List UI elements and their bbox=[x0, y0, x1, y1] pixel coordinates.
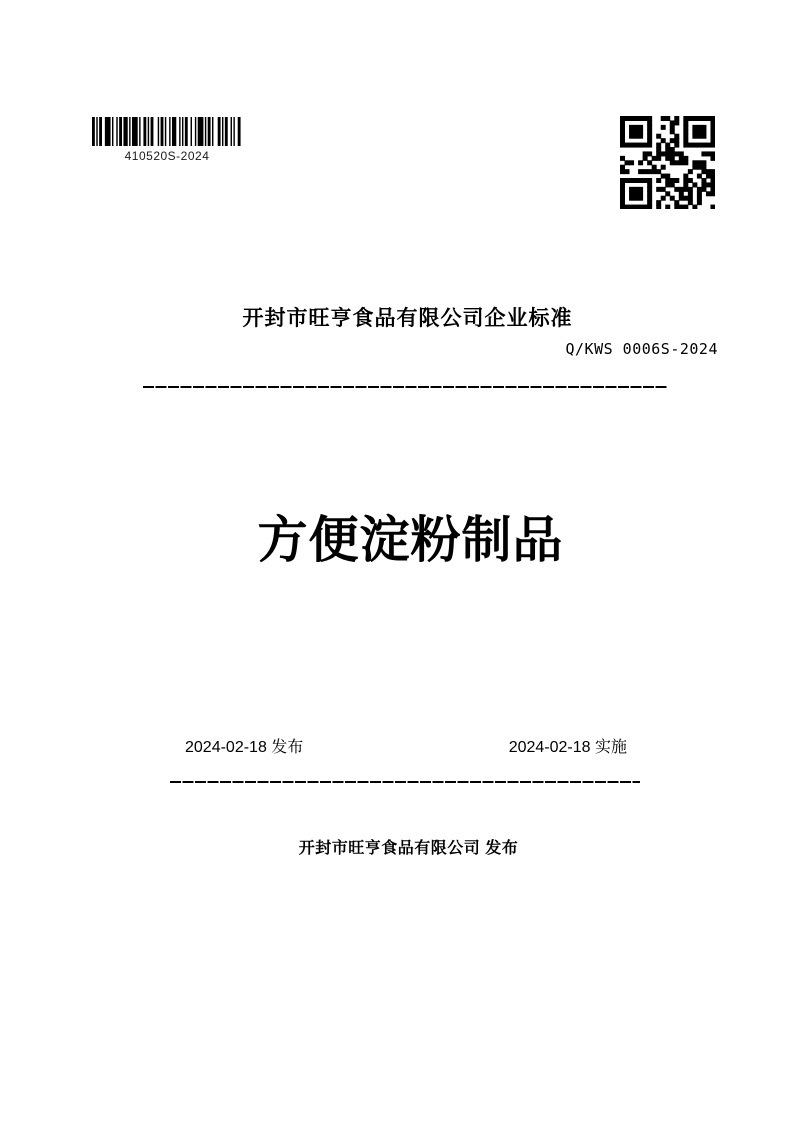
standard-number: Q/KWS 0006S-2024 bbox=[565, 340, 718, 358]
barcode-icon bbox=[92, 117, 242, 146]
publisher-line: 开封市旺亨食品有限公司 发布 bbox=[298, 840, 519, 857]
document-title: 方便淀粉制品 bbox=[257, 512, 564, 568]
barcode-label: 410520S-2024 bbox=[124, 149, 210, 163]
org-heading: 开封市旺亨食品有限公司企业标准 bbox=[242, 307, 573, 330]
qr-code bbox=[620, 116, 715, 209]
release-date: 2024-02-18 发布 bbox=[185, 739, 304, 756]
footer-divider bbox=[170, 781, 640, 783]
qr-code-icon bbox=[620, 116, 715, 209]
implement-date: 2024-02-18 实施 bbox=[508, 739, 627, 756]
barcode bbox=[92, 117, 242, 163]
header-divider bbox=[143, 386, 667, 388]
